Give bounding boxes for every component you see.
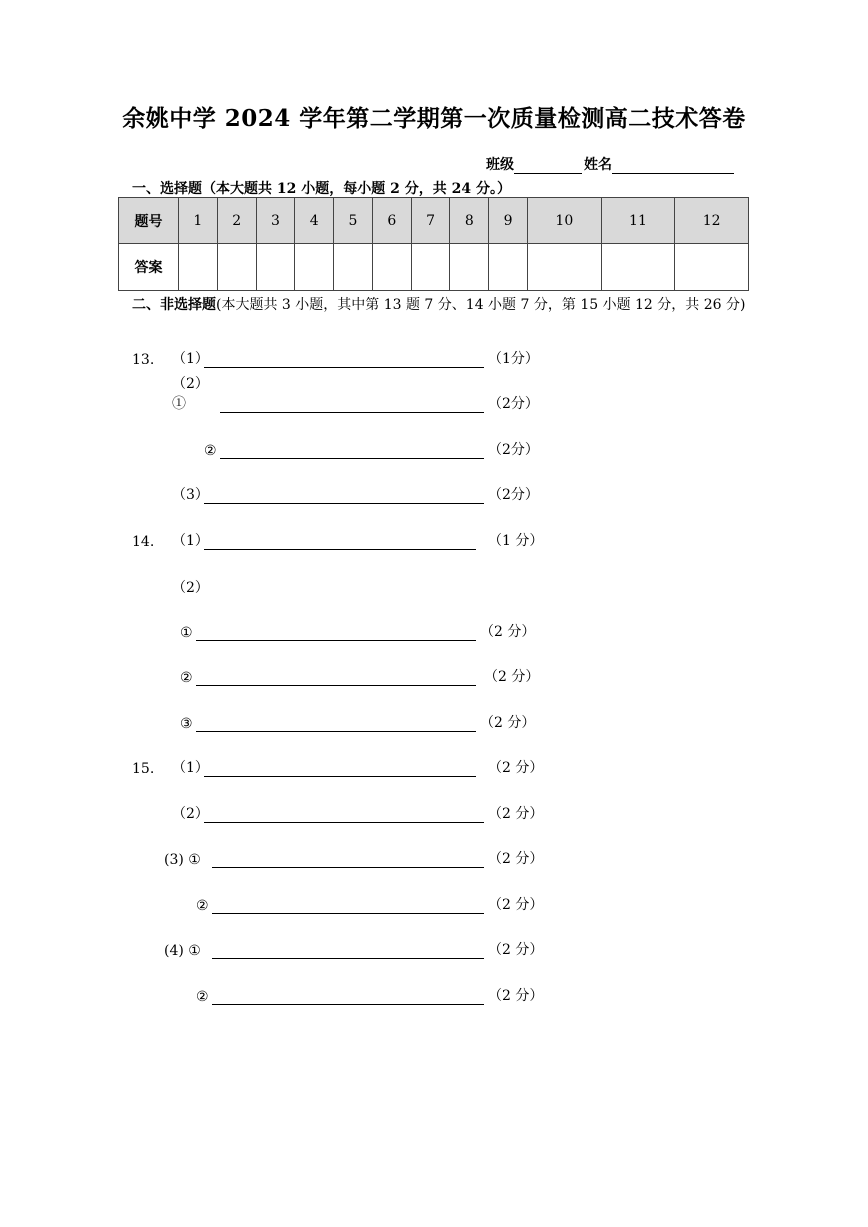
q15-part2-label: （2） xyxy=(172,806,209,822)
q13-part2b-points: （2分） xyxy=(488,442,539,458)
q15-part4b-label: ② xyxy=(196,989,209,1005)
q14-part2b-label: ② xyxy=(180,670,193,686)
class-name-fields xyxy=(486,154,734,174)
answer-cell[interactable] xyxy=(601,244,675,291)
question-number: 2 xyxy=(217,198,256,244)
question-number: 4 xyxy=(295,198,334,244)
q15-part4b-answer-line[interactable] xyxy=(212,987,484,1005)
q14-part2a xyxy=(180,621,535,641)
question-number: 11 xyxy=(601,198,675,244)
q13-part1-label: （1） xyxy=(172,351,209,367)
q15-part3b-label: ② xyxy=(196,898,209,914)
section1-heading: 一、选择题（本大题共 12 小题，每小题 2 分，共 24 分。） xyxy=(132,181,511,197)
answer-cell[interactable] xyxy=(411,244,450,291)
q15-part4a-points: （2 分） xyxy=(488,942,544,958)
q13-part3-answer-line[interactable] xyxy=(204,486,484,504)
q13-part1 xyxy=(132,348,539,368)
q15-part4a xyxy=(164,939,543,959)
answer-cell[interactable] xyxy=(256,244,295,291)
q14-part1-label: （1） xyxy=(172,533,209,549)
q14-number: 14. xyxy=(132,534,155,550)
answer-table xyxy=(118,197,749,291)
q14-part2c xyxy=(180,712,535,732)
q14-part2a-points: （2 分） xyxy=(480,624,536,640)
question-number: 10 xyxy=(528,198,602,244)
q15-part3b-answer-line[interactable] xyxy=(212,896,484,914)
answer-cell[interactable] xyxy=(372,244,411,291)
question-number: 7 xyxy=(411,198,450,244)
q15-part2-answer-line[interactable] xyxy=(204,805,484,823)
q14-part2c-points: （2 分） xyxy=(480,715,536,731)
name-field[interactable] xyxy=(612,157,734,174)
q13-part2b xyxy=(204,439,539,459)
q15-part2 xyxy=(172,803,543,823)
question-number: 5 xyxy=(334,198,373,244)
question-number: 3 xyxy=(256,198,295,244)
q15-part3a xyxy=(164,848,543,868)
section2-heading-rest: (本大题共 3 小题，其中第 13 题 7 分、14 小题 7 分，第 15 小题 12 分，共 26 分) xyxy=(216,297,746,313)
q13-part2a-points: （2分） xyxy=(488,396,539,412)
q14-part2a-answer-line[interactable] xyxy=(196,623,476,641)
question-number-row xyxy=(119,198,749,244)
answer-cell[interactable] xyxy=(217,244,256,291)
q15-part1-answer-line[interactable] xyxy=(204,759,476,777)
q14-part1-points: （1 分） xyxy=(488,533,544,549)
q15-part1 xyxy=(132,757,543,777)
q14-part2a-label: ① xyxy=(180,625,193,641)
q13-part2-label: （2）① xyxy=(172,376,209,412)
q13-number: 13. xyxy=(132,352,155,368)
question-number: 9 xyxy=(489,198,528,244)
q14-part2c-label: ③ xyxy=(180,716,193,732)
q14-part2c-answer-line[interactable] xyxy=(196,714,476,732)
q15-part4-label: (4) ① xyxy=(164,943,201,959)
q15-part1-points: （2 分） xyxy=(488,760,544,776)
q15-part4a-answer-line[interactable] xyxy=(212,941,484,959)
q15-part3b xyxy=(196,894,543,914)
q13-part3-label: （3） xyxy=(172,487,209,503)
q15-part3b-points: （2 分） xyxy=(488,897,544,913)
answer-cell[interactable] xyxy=(334,244,373,291)
q14-part1 xyxy=(132,530,543,550)
q13-part1-points: （1分） xyxy=(488,351,539,367)
answer-row xyxy=(119,244,749,291)
row-label-number: 题号 xyxy=(119,198,179,244)
answer-cell[interactable] xyxy=(528,244,602,291)
question-number: 6 xyxy=(372,198,411,244)
q15-part4b-points: （2 分） xyxy=(488,988,544,1004)
q13-part2a-answer-line[interactable] xyxy=(220,395,484,413)
q15-part2-points: （2 分） xyxy=(488,806,544,822)
q13-part2b-answer-line[interactable] xyxy=(220,441,484,459)
q15-number: 15. xyxy=(132,761,155,777)
answer-cell[interactable] xyxy=(295,244,334,291)
q14-part2b xyxy=(180,666,539,686)
row-label-answer: 答案 xyxy=(119,244,179,291)
q13-part3 xyxy=(172,484,539,504)
q15-part1-label: （1） xyxy=(172,760,209,776)
q15-part4b xyxy=(196,985,543,1005)
q14-part2b-answer-line[interactable] xyxy=(196,668,476,686)
q15-part3a-points: （2 分） xyxy=(488,851,544,867)
q14-part2-label: （2） xyxy=(172,580,209,596)
q13-part3-points: （2分） xyxy=(488,487,539,503)
section2-heading xyxy=(132,294,752,316)
answer-cell[interactable] xyxy=(675,244,749,291)
q13-part2b-label: ② xyxy=(204,443,217,459)
class-label: 班级 xyxy=(486,157,514,173)
answer-cell[interactable] xyxy=(489,244,528,291)
q14-part2b-points: （2 分） xyxy=(484,669,540,685)
q13-part1-answer-line[interactable] xyxy=(204,350,484,368)
answer-cell[interactable] xyxy=(450,244,489,291)
question-number: 12 xyxy=(675,198,749,244)
page-title: 余姚中学 2024 学年第二学期第一次质量检测高二技术答卷 xyxy=(122,105,746,132)
class-field[interactable] xyxy=(514,157,582,174)
name-label: 姓名 xyxy=(584,157,612,173)
q15-part3a-answer-line[interactable] xyxy=(212,850,484,868)
question-number: 1 xyxy=(179,198,218,244)
q13-part2a xyxy=(172,376,539,413)
q15-part3-label: (3) ① xyxy=(164,852,201,868)
answer-cell[interactable] xyxy=(179,244,218,291)
q14-part1-answer-line[interactable] xyxy=(204,532,476,550)
question-number: 8 xyxy=(450,198,489,244)
section2-heading-bold: 二、非选择题 xyxy=(132,297,216,313)
